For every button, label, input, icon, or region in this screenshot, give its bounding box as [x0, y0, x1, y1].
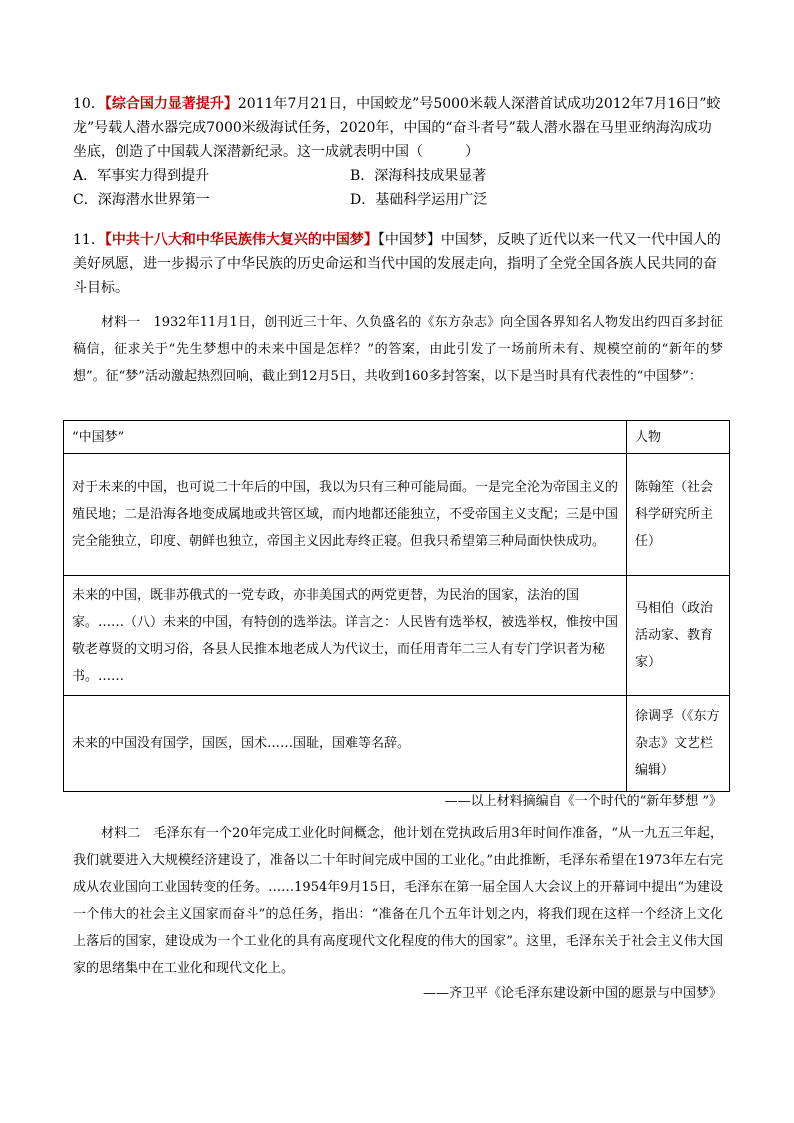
china-dream-table [63, 420, 730, 792]
source-citation-2: ——齐卫平《论毛泽东建设新中国的愿景与中国梦》 [422, 986, 722, 1001]
table-row [64, 696, 730, 792]
question-topic-tag: 【综合国力显著提升】 [104, 96, 238, 112]
dream-cell: 对于未来的中国，也可说二十年后的中国，我以为只有三种可能局面。一是完全沦为帝国主义的殖民地；二是沿海各地变成属地或共管区域，而内地都还能独立，不受帝国主义支配；三是中国完全能独立，印度、朝鲜也独立，帝国主义因此寿终正寝。但我只希望第三种局面快快成功。 [64, 454, 627, 576]
question-topic-tag: 【中共十八大和中华民族伟大复兴的中国梦】 [104, 232, 378, 248]
person-cell: 马相伯（政治活动家、教育家） [627, 576, 730, 696]
option-a[interactable]: A．军事实力得到提升 [73, 168, 210, 184]
option-d[interactable]: D．基础科学运用广泛 [350, 192, 488, 208]
header-dream: “中国梦” [64, 421, 627, 454]
question-10 [73, 92, 723, 164]
question-stem: 【中国梦】中国梦，反映了近代以来一代又一代中国人的美好夙愿，进一步揭示了中华民族的历史命运和当代中国的发展走向，指明了全党全国各族人民共同的奋斗目标。 [73, 232, 721, 296]
question-10-options [73, 164, 723, 212]
option-b[interactable]: B．深海科技成果显著 [350, 168, 487, 184]
question-number: 10． [73, 96, 105, 112]
material-two: 材料二 毛泽东有一个20年完成工业化时间概念，他计划在党执政后用3年时间作准备，“从一九五三年起，我们就要进入大规模经济建设了，准备以二十年时间完成中国的工业化。”由此推断，毛泽东希望在1973年左右完成从农业国向工业国转变的任务。……1954年9月15日，毛泽东在第一届全国人大会议上的开幕词中提出“为建设一个伟大的社会主义国家而奋斗”的总任务，指出：“准备在几个五年计划之内，将我们现在这样一个经济上文化上落后的国家，建设成为一个工业化的具有高度现代文化程度的伟大的国家”。这里，毛泽东关于社会主义伟大国家的思绪集中在工业化和现代文化上。 [73, 826, 723, 976]
person-cell: 陈翰笙（社会科学研究所主任） [627, 454, 730, 576]
question-stem: 2011年7月21日，中国蛟龙”号5000米载人深潜首试成功2012年7月16日”蛟龙”号载人潜水器完成7000米级海试任务，2020年，中国的“奋斗者号”载人潜水器在马里亚纳海沟成功坐底，创造了中国载人深潜新纪录。这一成就表明中国（ ） [73, 96, 721, 160]
question-11 [73, 228, 723, 300]
material-one: 材料一 1932年11月1日，创刊近三十年、久负盛名的《东方杂志》向全国各界知名人物发出约四百多封征稿信，征求关于“先生梦想中的未来中国是怎样？”的答案，由此引发了一场前所未有、规模空前的“新年的梦想”。征“梦”活动激起热烈回响，截止到12月5日，共收到160多封答案，以下是当时具有代表性的“中国梦”： [73, 315, 723, 384]
option-c[interactable]: C．深海潜水世界第一 [73, 192, 210, 208]
dream-cell: 未来的中国，既非苏俄式的一党专政，亦非美国式的两党更替，为民治的国家，法治的国家。……（八）未来的中国，有特创的选举法。详言之：人民皆有选举权，被选举权，惟按中国敬老尊贤的文明习俗，各县人民推本地老成人为代议士，而任用青年二三人有专门学识者为秘书。…… [64, 576, 627, 696]
source-citation-1: ——以上材料摘编自《一个时代的“新年梦想 ”》 [444, 794, 722, 809]
table-header-row [64, 421, 730, 454]
table-row [64, 454, 730, 576]
dream-cell: 未来的中国没有国学，国医，国术……国耻，国难等名辞。 [64, 696, 627, 792]
question-number: 11． [73, 232, 105, 248]
table-row [64, 576, 730, 696]
header-person: 人物 [627, 421, 730, 454]
person-cell: 徐调孚（《东方杂志》文艺栏编辑） [627, 696, 730, 792]
